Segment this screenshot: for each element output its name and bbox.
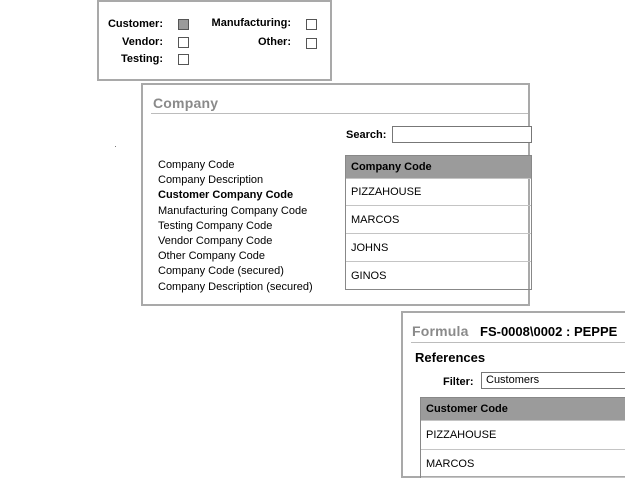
title-divider xyxy=(411,342,625,343)
other-type-row xyxy=(205,35,317,49)
manufacturing-label: Manufacturing: xyxy=(211,17,291,29)
search-input[interactable] xyxy=(392,126,532,143)
search-field-option[interactable]: Company Description (secured) xyxy=(158,280,313,293)
customer-code-grid xyxy=(420,397,625,478)
stray-dot xyxy=(115,146,116,147)
testing-label: Testing: xyxy=(121,53,163,65)
grid-header-company-code[interactable]: Company Code xyxy=(346,155,531,178)
table-row[interactable]: GINOS xyxy=(346,261,531,289)
other-checkbox[interactable] xyxy=(306,38,317,49)
vendor-type-row xyxy=(107,36,189,48)
filter-select[interactable]: Customers xyxy=(481,372,625,389)
table-row[interactable]: MARCOS xyxy=(346,205,531,233)
table-row[interactable]: PIZZAHOUSE xyxy=(346,178,531,205)
table-row[interactable]: MARCOS xyxy=(421,449,625,478)
search-field-option[interactable]: Company Code (secured) xyxy=(158,265,284,278)
vendor-checkbox[interactable] xyxy=(178,37,189,48)
company-panel xyxy=(141,83,530,306)
title-divider xyxy=(151,113,528,114)
manufacturing-checkbox[interactable] xyxy=(306,19,317,30)
filter-label: Filter: xyxy=(443,376,474,388)
search-field-option[interactable]: Manufacturing Company Code xyxy=(158,204,308,217)
references-title: References xyxy=(415,350,486,365)
customer-label: Customer: xyxy=(107,18,163,30)
search-field-option[interactable]: Vendor Company Code xyxy=(158,235,273,248)
search-label: Search: xyxy=(346,129,387,141)
formula-code: FS-0008\0002 : PEPPE xyxy=(480,324,618,339)
search-field-option[interactable]: Company Code xyxy=(158,159,235,171)
company-type-panel xyxy=(97,0,332,81)
search-field-option[interactable]: Company Description xyxy=(158,174,264,187)
vendor-label: Vendor: xyxy=(122,36,163,48)
manufacturing-type-row xyxy=(205,16,317,30)
testing-type-row xyxy=(107,53,189,65)
formula-panel-title: Formula xyxy=(412,323,469,339)
search-field-list xyxy=(158,158,313,295)
customer-type-row xyxy=(107,18,189,30)
search-field-option[interactable]: Customer Company Code xyxy=(158,189,294,202)
table-row[interactable]: JOHNS xyxy=(346,233,531,261)
search-field-option[interactable]: Other Company Code xyxy=(158,250,265,263)
table-row[interactable]: PIZZAHOUSE xyxy=(421,420,625,449)
other-label: Other: xyxy=(258,36,291,48)
company-panel-title: Company xyxy=(153,95,219,111)
grid-header-customer-code[interactable]: Customer Code xyxy=(421,397,625,420)
formula-panel xyxy=(401,311,625,478)
search-field-option[interactable]: Testing Company Code xyxy=(158,219,273,232)
customer-checkbox[interactable] xyxy=(178,19,189,30)
company-code-grid xyxy=(345,155,532,290)
testing-checkbox[interactable] xyxy=(178,54,189,65)
